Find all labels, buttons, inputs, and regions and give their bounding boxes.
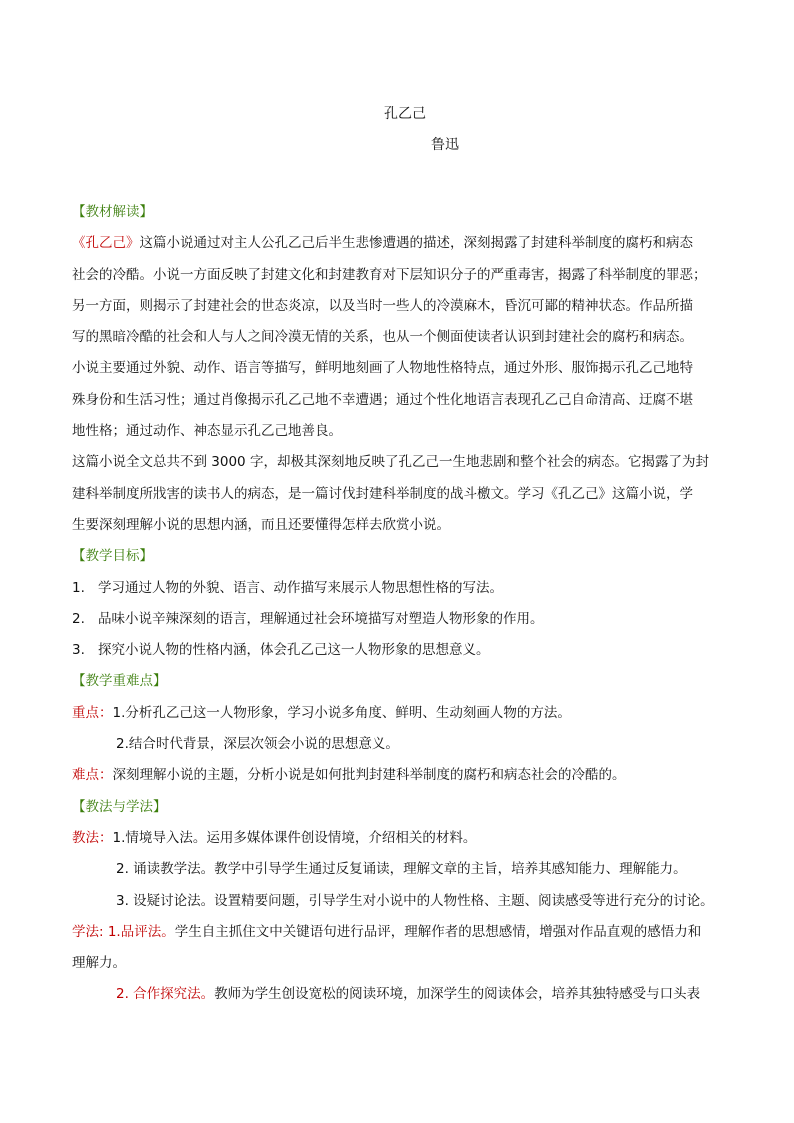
difficult-point-line bbox=[72, 760, 732, 791]
paragraph-line: 这篇小说全文总共不到 3000 字，却极其深刻地反映了孔乙己一生地悲剧和整个社会的病态。它揭露了为封 bbox=[72, 454, 709, 471]
section-heading-teaching-goals: 【教学目标】 bbox=[72, 548, 153, 565]
paragraph-line: 地性格；通过动作、神态显示孔乙己地善良。 bbox=[72, 423, 342, 440]
teaching-method-label: 教法： bbox=[72, 829, 113, 846]
goal-item bbox=[72, 604, 732, 635]
teaching-method-line: 2. 诵读教学法。教学中引导学生通过反复诵读，理解文章的主旨，培养其感知能力、理解能力。 bbox=[116, 861, 687, 878]
document-body bbox=[72, 197, 732, 1011]
goal-item bbox=[72, 635, 732, 666]
key-point-line: 2.结合时代背景，深层次领会小说的思想意义。 bbox=[116, 736, 399, 753]
paragraph-line: 社会的冷酷。小说一方面反映了封建文化和封建教育对下层知识分子的严重毒害，揭露了科举制度的罪恶； bbox=[72, 266, 707, 283]
goal-text: 学习通过人物的外貌、语言、动作描写来展示人物思想性格的写法。 bbox=[98, 579, 503, 596]
paragraph-line: 另一方面，则揭示了封建社会的世态炎凉，以及当时一些人的冷漠麻木，昏沉可鄙的精神状态。作品所描 bbox=[72, 297, 693, 314]
difficult-point-text: 深刻理解小说的主题，分析小说是如何批判封建科举制度的腐朽和病态社会的冷酷的。 bbox=[112, 767, 626, 784]
paragraph-line: 写的黑暗冷酷的社会和人与人之间冷漠无情的关系，也从一个侧面使读者认识到封建社会的腐朽和病态。 bbox=[72, 329, 693, 346]
goal-text: 品味小说辛辣深刻的语言，理解通过社会环境描写对塑造人物形象的作用。 bbox=[98, 610, 544, 627]
key-point-text: 1.分析孔乙己这一人物形象，学习小说多角度、鲜明、生动刻画人物的方法。 bbox=[112, 704, 571, 721]
learning-method-text: 教师为学生创设宽松的阅读环境，加深学生的阅读体会，培养其独特感受与口头表 bbox=[214, 986, 701, 1003]
paragraph-line: 殊身份和生活习性；通过肖像揭示孔乙己地不幸遭遇；通过个性化地语言表现孔乙己自命清高、迂腐不堪 bbox=[72, 391, 693, 408]
learning-method-line: 理解力。 bbox=[72, 955, 126, 972]
section-heading-methods: 【教法与学法】 bbox=[72, 798, 167, 815]
section-heading-textbook-analysis: 【教材解读】 bbox=[72, 204, 153, 220]
document-title: 孔乙己 bbox=[384, 106, 426, 122]
paragraph-line: 生要深刻理解小说的思想内涵，而且还要懂得怎样去欣赏小说。 bbox=[72, 516, 450, 533]
goal-number: 1. bbox=[72, 579, 85, 596]
goal-text: 探究小说人物的性格内涵，体会孔乙己这一人物形象的思想意义。 bbox=[98, 642, 490, 659]
learning-method-label: 学法: 1.品评法。 bbox=[72, 923, 175, 940]
paragraph-line: 《孔乙己》这篇小说通过对主人公孔乙己后半生悲惨遭遇的描述，深刻揭露了封建科举制度的腐朽和病态 bbox=[72, 235, 693, 252]
teaching-method-text: 1.情境导入法。运用多媒体课件创设情境，介绍相关的材料。 bbox=[112, 829, 477, 846]
paragraph-line: 建科举制度所戕害的读书人的病态，是一篇讨伐封建科举制度的战斗檄文。学习《孔乙己》这篇小说，学 bbox=[72, 485, 693, 502]
learning-method-text: 学生自主抓住文中关键语句进行品评，理解作者的思想感情，增强对作品直观的感悟力和 bbox=[174, 923, 702, 940]
key-point-label: 重点： bbox=[72, 704, 113, 721]
book-title: 《孔乙己》 bbox=[72, 235, 140, 252]
teaching-method-line bbox=[72, 823, 732, 854]
document-author: 鲁迅 bbox=[431, 137, 459, 153]
learning-method-line bbox=[72, 979, 732, 1010]
learning-method-line bbox=[72, 917, 732, 948]
goal-number: 2. bbox=[72, 610, 85, 627]
difficult-point-label: 难点： bbox=[72, 767, 113, 784]
goal-number: 3. bbox=[72, 642, 85, 659]
learning-method-label: 2. 合作探究法。 bbox=[116, 986, 215, 1003]
teaching-method-line: 3. 设疑讨论法。设置精要问题，引导学生对小说中的人物性格、主题、阅读感受等进行充分的讨论。 bbox=[116, 892, 714, 909]
key-point-line bbox=[72, 698, 732, 729]
paragraph-line: 小说主要通过外貌、动作、语言等描写，鲜明地刻画了人物地性格特点，通过外形、服饰揭示孔乙己地特 bbox=[72, 360, 693, 377]
goal-item bbox=[72, 573, 732, 604]
section-heading-key-difficult-points: 【教学重难点】 bbox=[72, 673, 167, 690]
